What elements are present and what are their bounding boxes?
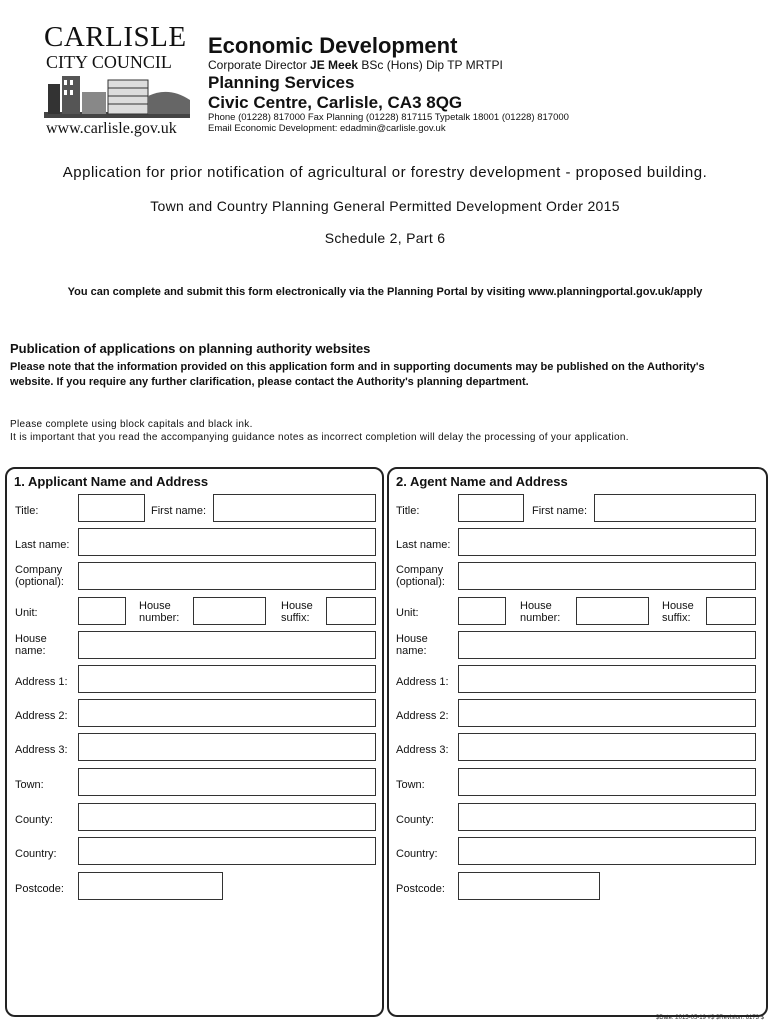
header-director: Corporate Director JE Meek BSc (Hons) Dip TP MRTPI [208,58,503,72]
applicant-country-input[interactable] [78,837,376,865]
agent-address2-label: Address 2: [396,710,449,722]
agent-house-name-input[interactable] [458,631,756,659]
form-order: Town and Country Planning General Permitted Development Order 2015 [150,198,620,214]
council-logo [42,22,192,140]
applicant-house-number-label-1: House [139,600,171,612]
agent-company-label-1: Company [396,564,444,576]
agent-house-suffix-label-2: suffix: [662,612,691,624]
applicant-address1-label: Address 1: [15,676,68,688]
agent-address3-label: Address 3: [396,744,449,756]
agent-first-name-label: First name: [532,505,588,517]
agent-house-suffix-label-1: House [662,600,694,612]
applicant-unit-input[interactable] [78,597,126,625]
logo-carlisle: CARLISLE [44,21,187,53]
header-email: Email Economic Development: edadmin@carlisle.gov.uk [208,123,446,134]
agent-house-number-input[interactable] [576,597,649,625]
applicant-house-suffix-label-2: suffix: [281,612,310,624]
publication-note: Please note that the information provided on this application form and in supporting documents may be published on the Authority's website. If you require any further clarification, please contact the Authority's planning department. [10,361,705,388]
agent-postcode-label: Postcode: [396,883,445,895]
agent-panel [387,467,768,1017]
agent-country-input[interactable] [458,837,756,865]
agent-title-input[interactable] [458,494,524,522]
applicant-address3-label: Address 3: [15,744,68,756]
applicant-postcode-label: Postcode: [15,883,64,895]
applicant-address3-input[interactable] [78,733,376,761]
agent-postcode-input[interactable] [458,872,600,900]
header-title: Economic Development [208,33,458,58]
agent-house-name-label-1: House [396,633,428,645]
agent-house-name-label-2: name: [396,645,427,657]
applicant-county-input[interactable] [78,803,376,831]
agent-address2-input[interactable] [458,699,756,727]
applicant-first-name-label: First name: [151,505,207,517]
applicant-company-input[interactable] [78,562,376,590]
logo-website: www.carlisle.gov.uk [46,120,177,137]
applicant-house-number-label-2: number: [139,612,180,624]
applicant-house-number-input[interactable] [193,597,266,625]
header-address: Civic Centre, Carlisle, CA3 8QG [208,93,463,112]
applicant-country-label: Country: [15,848,57,860]
instruction-line-1: Please complete using block capitals and black ink. [10,419,253,430]
agent-country-label: Country: [396,848,438,860]
agent-address3-input[interactable] [458,733,756,761]
agent-house-number-label-1: House [520,600,552,612]
agent-county-input[interactable] [458,803,756,831]
agent-house-number-label-2: number: [520,612,561,624]
applicant-first-name-input[interactable] [213,494,376,522]
applicant-town-label: Town: [15,779,44,791]
agent-county-label: County: [396,814,434,826]
agent-company-input[interactable] [458,562,756,590]
applicant-address1-input[interactable] [78,665,376,693]
civic-centre-building-icon [44,72,190,118]
applicant-panel-title: 1. Applicant Name and Address [14,474,209,489]
header-phone: Phone (01228) 817000 Fax Planning (01228) 817115 Typetalk 18001 (01228) 817000 [208,112,569,123]
planning-portal-note: You can complete and submit this form electronically via the Planning Portal by visiting www.planningportal.gov.uk/apply [67,286,703,298]
revision-footer: $Date: 2015-05-19 #$ $Revision: 6173 $ [655,1015,764,1021]
applicant-panel [5,467,384,1017]
agent-unit-input[interactable] [458,597,506,625]
applicant-title-label: Title: [15,505,39,517]
agent-last-name-input[interactable] [458,528,756,556]
agent-last-name-label: Last name: [396,539,451,551]
form-title: Application for prior notification of agricultural or forestry development - proposed building. [62,164,708,181]
applicant-unit-label: Unit: [15,607,38,619]
applicant-address2-input[interactable] [78,699,376,727]
applicant-address2-label: Address 2: [15,710,68,722]
applicant-house-suffix-input[interactable] [326,597,376,625]
applicant-last-name-label: Last name: [15,539,70,551]
agent-house-suffix-input[interactable] [706,597,756,625]
applicant-house-name-label-1: House [15,633,47,645]
agent-address1-input[interactable] [458,665,756,693]
applicant-county-label: County: [15,814,53,826]
applicant-house-name-input[interactable] [78,631,376,659]
agent-first-name-input[interactable] [594,494,756,522]
logo-city-council: CITY COUNCIL [46,52,172,72]
applicant-house-name-label-2: name: [15,645,46,657]
applicant-postcode-input[interactable] [78,872,223,900]
form-schedule: Schedule 2, Part 6 [324,230,446,246]
agent-town-label: Town: [396,779,425,791]
applicant-town-input[interactable] [78,768,376,796]
agent-title-label: Title: [396,505,420,517]
publication-heading: Publication of applications on planning authority websites [10,341,371,356]
applicant-last-name-input[interactable] [78,528,376,556]
applicant-company-label-2: (optional): [15,576,64,588]
instruction-line-2: It is important that you read the accompanying guidance notes as incorrect completion will delay the processing of your application. [10,432,629,443]
agent-unit-label: Unit: [396,607,419,619]
agent-address1-label: Address 1: [396,676,449,688]
applicant-house-suffix-label-1: House [281,600,313,612]
applicant-company-label-1: Company [15,564,63,576]
applicant-title-input[interactable] [78,494,145,522]
agent-town-input[interactable] [458,768,756,796]
agent-panel-title: 2. Agent Name and Address [396,474,568,489]
agent-company-label-2: (optional): [396,576,445,588]
header-department: Planning Services [208,73,355,92]
